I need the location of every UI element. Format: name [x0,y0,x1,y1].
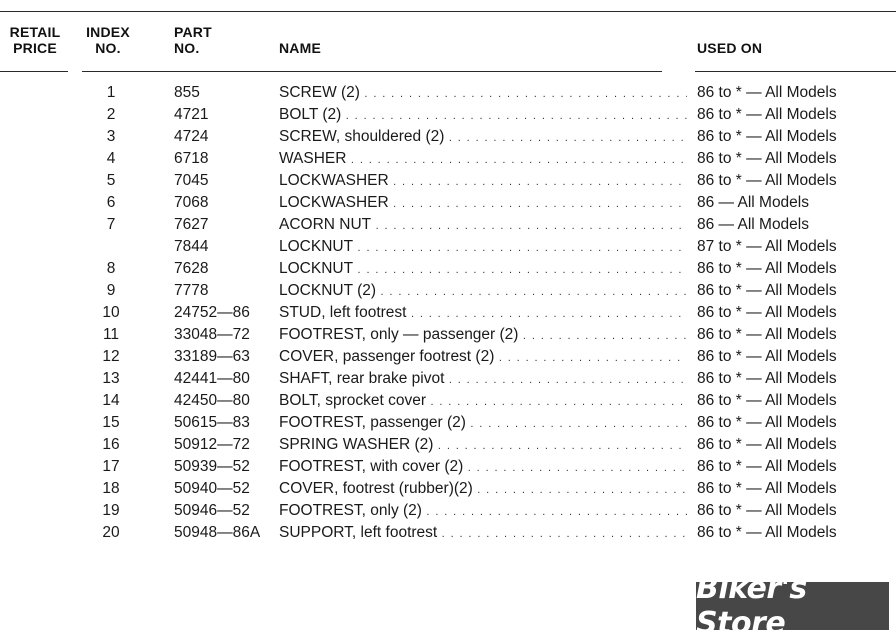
parts-table-body [0,82,896,544]
name-cell: FOOTREST, with cover (2) . . . [279,456,687,479]
name-cell: SCREW, shouldered (2) . . . [279,126,687,149]
name-cell: COVER, passenger footrest (2) . . . [279,346,687,369]
table-row [0,346,896,368]
header-rule-retail [0,71,68,72]
header-part-line2: NO. [174,40,200,56]
table-row [0,434,896,456]
header-part-line1: PART [174,24,212,40]
index-cell: 1 [106,84,116,101]
part-no-cell: 50939—52 [174,458,250,475]
name-cell: LOCKWASHER . . . [279,170,687,193]
index-cell: 3 [106,128,116,145]
used-on-cell: 86 to * — All Models [697,260,837,277]
index-cell: 14 [102,392,120,409]
used-on-cell: 86 to * — All Models [697,106,837,123]
header-name: NAME [279,40,322,56]
part-no-cell: 7045 [174,172,209,189]
used-on-cell: 86 to * — All Models [697,392,837,409]
table-row [0,148,896,170]
part-no-cell: 42441—80 [174,370,250,387]
header-index-line2: NO. [95,40,121,56]
part-no-cell: 50912—72 [174,436,250,453]
name-cell: LOCKNUT (2) . . . [279,280,687,303]
index-cell: 11 [102,326,120,343]
name-cell: LOCKNUT . . . [279,258,687,281]
name-cell: SPRING WASHER (2) . . . [279,434,687,457]
used-on-cell: 86 to * — All Models [697,502,837,519]
used-on-cell: 86 to * — All Models [697,480,837,497]
index-cell: 10 [102,304,120,321]
used-on-cell: 87 to * — All Models [697,238,837,255]
part-no-cell: 50615—83 [174,414,250,431]
table-row [0,522,896,544]
table-row [0,192,896,214]
name-cell: COVER, footrest (rubber)(2) . . . [279,478,687,501]
name-cell: SCREW (2) . . . [279,82,687,105]
index-cell: 2 [106,106,116,123]
table-row [0,478,896,500]
index-cell: 12 [102,348,120,365]
index-cell: 19 [102,502,120,519]
table-row [0,214,896,236]
header-retail-price [6,24,64,56]
header-retail-line1: RETAIL [9,24,61,40]
part-no-cell: 4724 [174,128,209,145]
used-on-cell: 86 to * — All Models [697,524,837,541]
table-row [0,104,896,126]
name-cell: FOOTREST, only (2) . . . [279,500,687,523]
part-no-cell: 42450—80 [174,392,250,409]
header-index-no [80,24,136,56]
name-cell: STUD, left footrest . . . [279,302,687,325]
part-no-cell: 7627 [174,216,209,233]
index-cell: 6 [106,194,116,211]
part-no-cell: 33048—72 [174,326,250,343]
used-on-cell: 86 to * — All Models [697,84,837,101]
header-rule-used-on [695,71,896,72]
table-row [0,170,896,192]
part-no-cell: 50948—86A [174,524,261,541]
index-cell: 17 [102,458,120,475]
header-used-on: USED ON [697,40,763,56]
used-on-cell: 86 — All Models [697,194,809,211]
top-rule [0,11,896,12]
name-cell: SUPPORT, left footrest . . . [279,522,687,545]
table-row [0,82,896,104]
table-row [0,324,896,346]
part-no-cell: 855 [174,84,200,101]
table-row [0,412,896,434]
part-no-cell: 7068 [174,194,209,211]
table-row [0,368,896,390]
table-row [0,390,896,412]
name-cell: FOOTREST, passenger (2) . . . [279,412,687,435]
used-on-cell: 86 to * — All Models [697,128,837,145]
used-on-cell: 86 to * — All Models [697,370,837,387]
part-no-cell: 4721 [174,106,209,123]
index-cell: 18 [102,480,120,497]
used-on-cell: 86 to * — All Models [697,326,837,343]
name-cell: WASHER . . . [279,148,687,171]
index-cell: 8 [106,260,116,277]
name-cell: ACORN NUT . . . [279,214,687,237]
index-cell: 13 [102,370,120,387]
header-rule-main [82,71,662,72]
index-cell: 16 [102,436,120,453]
table-row [0,456,896,478]
watermark-text: Biker's Store [696,571,807,641]
used-on-cell: 86 to * — All Models [697,414,837,431]
index-cell: 15 [102,414,120,431]
used-on-cell: 86 to * — All Models [697,304,837,321]
name-cell: LOCKWASHER . . . [279,192,687,215]
bikers-store-watermark [696,571,889,641]
index-cell: 4 [106,150,116,167]
name-cell: FOOTREST, only — passenger (2) . . . [279,324,687,347]
used-on-cell: 86 to * — All Models [697,436,837,453]
part-no-cell: 24752—86 [174,304,250,321]
index-cell: 7 [106,216,116,233]
table-row [0,126,896,148]
part-no-cell: 33189—63 [174,348,250,365]
part-no-cell: 50946—52 [174,502,250,519]
table-row [0,500,896,522]
index-cell: 9 [106,282,116,299]
used-on-cell: 86 — All Models [697,216,809,233]
used-on-cell: 86 to * — All Models [697,282,837,299]
part-no-cell: 7628 [174,260,209,277]
table-row [0,236,896,258]
header-part-no [174,24,212,56]
part-no-cell: 7844 [174,238,209,255]
index-cell: 5 [106,172,116,189]
name-cell: SHAFT, rear brake pivot . . . [279,368,687,391]
used-on-cell: 86 to * — All Models [697,150,837,167]
table-row [0,302,896,324]
name-cell: BOLT (2) . . . [279,104,687,127]
header-retail-line2: PRICE [13,40,57,56]
used-on-cell: 86 to * — All Models [697,172,837,189]
used-on-cell: 86 to * — All Models [697,348,837,365]
name-cell: LOCKNUT . . . [279,236,687,259]
header-index-line1: INDEX [86,24,130,40]
table-row [0,258,896,280]
part-no-cell: 50940—52 [174,480,250,497]
index-cell: 20 [102,524,120,541]
part-no-cell: 6718 [174,150,209,167]
name-cell: BOLT, sprocket cover . . . [279,390,687,413]
table-row [0,280,896,302]
part-no-cell: 7778 [174,282,209,299]
used-on-cell: 86 to * — All Models [697,458,837,475]
